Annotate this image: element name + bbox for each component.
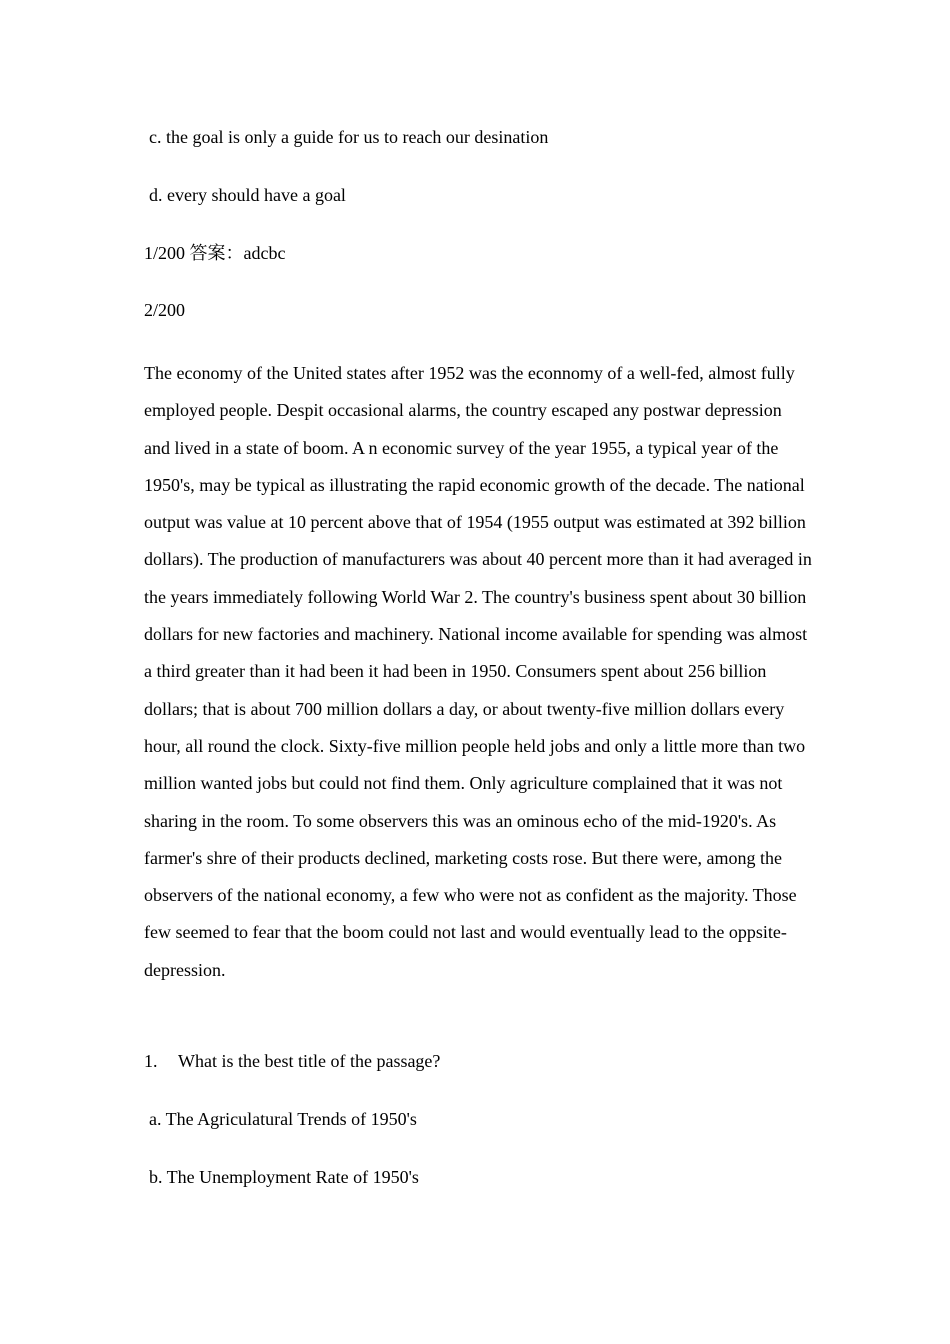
option-a: a. The Agriculatural Trends of 1950's <box>149 1109 417 1129</box>
option-b: b. The Unemployment Rate of 1950's <box>149 1167 419 1187</box>
answer-key: 1/200 答案：adcbc <box>144 243 286 263</box>
option-c: c. the goal is only a guide for us to reach our desination <box>149 127 549 147</box>
section-number: 2/200 <box>144 300 186 320</box>
question-1 <box>144 1050 440 1072</box>
question-number: 1. <box>144 1051 158 1071</box>
reading-passage: The economy of the United states after 1952 was the econnomy of a well-fed, almost fully employed people. Despit occasional alarms, the country escaped any postwar depression and lived in a state of boom. A n economic survey of the year 1955, a typical year of the 1950's, may be typical as illustrating the rapid economic growth of the decade. The national output was value at 10 percent above that of 1954 (1955 output was estimated at 392 billion dollars). The production of manufacturers was about 40 percent more than it had averaged in the years immediately following World War 2. The country's business spent about 30 billion dollars for new factories and machinery. National income available for spending was almost a third greater than it had been it had been in 1950. Consumers spent about 256 billion dollars; that is about 700 million dollars a day, or about twenty-five million dollars every hour, all round the clock. Sixty-five million people held jobs and only a little more than two million wanted jobs but could not find them. Only agriculture complained that it was not sharing in the room. To some observers this was an ominous echo of the mid-1920's. As farmer's shre of their products declined, marketing costs rose. But there were, among the observers of the national economy, a few who were not as confident as the majority. Those few seemed to fear that the boom could not last and would eventually lead to the oppsite-depression. <box>144 363 812 980</box>
question-text: What is the best title of the passage? <box>178 1051 441 1071</box>
option-d: d. every should have a goal <box>149 185 346 205</box>
